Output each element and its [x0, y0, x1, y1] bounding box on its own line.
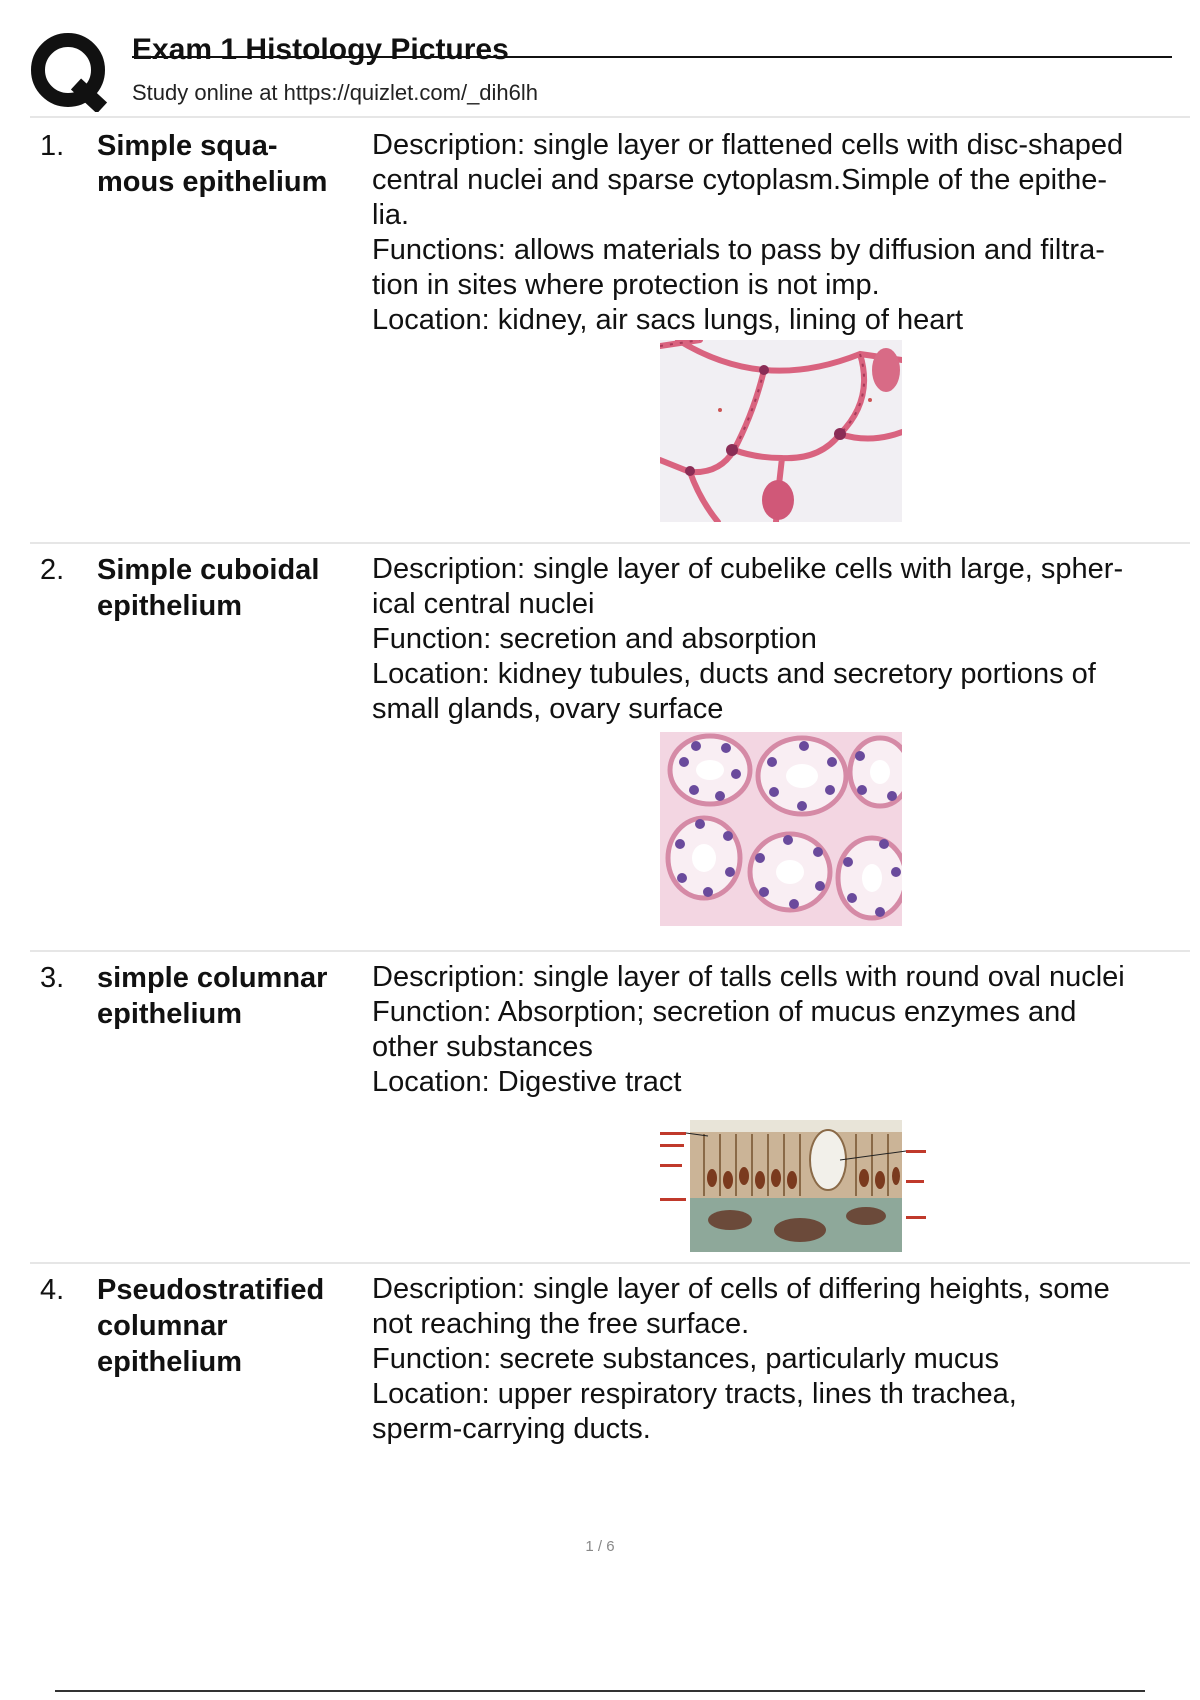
- entry-term: [97, 1272, 357, 1380]
- entry-definition: [372, 128, 1188, 338]
- definition-line: not reaching the free surface.: [372, 1308, 750, 1340]
- term-line: columnar: [97, 1310, 228, 1342]
- flashcard-entry-1: [30, 120, 1190, 544]
- entry-number: 3.: [40, 962, 65, 994]
- term-line: Simple cuboidal: [97, 554, 320, 586]
- entry-term: [97, 128, 357, 200]
- flashcard-entry-2: [30, 544, 1190, 952]
- definition-line: tion in sites where protection is not imp.: [372, 269, 880, 301]
- page-indicator: 1 / 6: [585, 1538, 615, 1555]
- term-line: simple columnar: [97, 962, 328, 994]
- header-divider: [30, 116, 1190, 118]
- definition-line: Location: kidney tubules, ducts and secretory portions of: [372, 658, 1096, 690]
- simple-cuboidal-micrograph-image: [660, 732, 902, 926]
- definition-line: Function: Absorption; secretion of mucus enzymes and: [372, 996, 1077, 1028]
- definition-line: Function: secrete substances, particularly mucus: [372, 1343, 999, 1375]
- definition-line: sperm-carrying ducts.: [372, 1413, 651, 1445]
- flashcard-entry-4: [30, 1264, 1190, 1464]
- title-underline: [132, 56, 1172, 58]
- term-line: epithelium: [97, 590, 243, 622]
- term-line: epithelium: [97, 1346, 243, 1378]
- definition-line: central nuclei and sparse cytoplasm.Simple of the epithe-: [372, 164, 1108, 196]
- definition-line: ical central nuclei: [372, 588, 595, 620]
- definition-line: Functions: allows materials to pass by diffusion and filtra-: [372, 234, 1105, 266]
- definition-line: Function: secretion and absorption: [372, 623, 817, 655]
- entry-definition: [372, 552, 1188, 727]
- definition-line: lia.: [372, 199, 410, 231]
- definition-line: Description: single layer or flattened cells with disc-shaped: [372, 129, 1124, 161]
- term-line: epithelium: [97, 998, 243, 1030]
- flashcard-list: [30, 120, 1190, 1464]
- definition-line: other substances: [372, 1031, 593, 1063]
- definition-line: Location: kidney, air sacs lungs, lining of heart: [372, 304, 964, 336]
- page-header: [30, 32, 1190, 117]
- definition-line: small glands, ovary surface: [372, 693, 724, 725]
- entry-number: 2.: [40, 554, 65, 586]
- term-line: Simple squa-: [97, 130, 278, 162]
- flashcard-entry-3: [30, 952, 1190, 1264]
- footer-divider: [55, 1690, 1145, 1692]
- quizlet-logo-icon: [30, 32, 110, 112]
- definition-line: Description: single layer of cubelike cells with large, spher-: [372, 553, 1124, 585]
- term-line: mous epithelium: [97, 166, 328, 198]
- entry-definition: [372, 960, 1188, 1100]
- entry-term: [97, 960, 357, 1032]
- simple-squamous-micrograph-image: [660, 340, 902, 522]
- entry-definition: [372, 1272, 1188, 1447]
- simple-columnar-micrograph-image: [660, 1120, 932, 1252]
- definition-line: Description: single layer of talls cells with round oval nuclei: [372, 961, 1125, 993]
- definition-line: Description: single layer of cells of differing heights, some: [372, 1273, 1110, 1305]
- definition-line: Location: Digestive tract: [372, 1066, 682, 1098]
- definition-line: Location: upper respiratory tracts, lines th trachea,: [372, 1378, 1017, 1410]
- study-online-link[interactable]: Study online at https://quizlet.com/_dih6lh: [132, 80, 539, 105]
- entry-number: 4.: [40, 1274, 65, 1306]
- term-line: Pseudostratified: [97, 1274, 325, 1306]
- entry-number: 1.: [40, 130, 65, 162]
- entry-term: [97, 552, 357, 624]
- page-title: Exam 1 Histology Pictures: [132, 33, 509, 66]
